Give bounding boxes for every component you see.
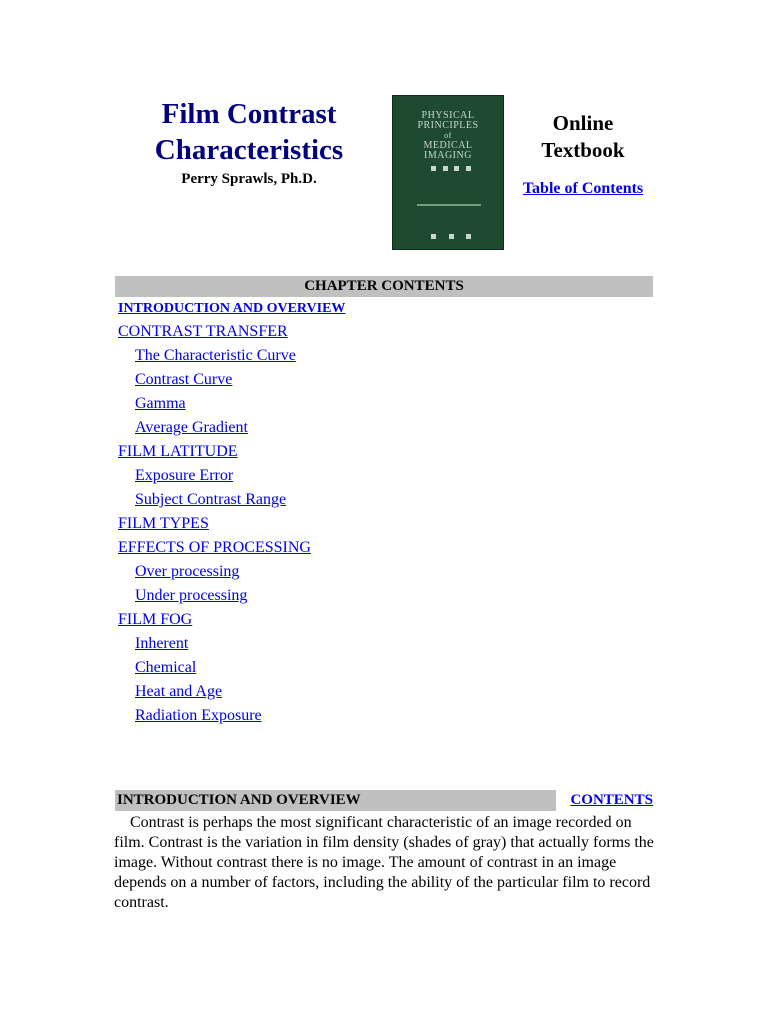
chapter-link[interactable]: FILM TYPES	[118, 515, 209, 532]
chapter-item	[118, 416, 658, 440]
chapter-item	[118, 440, 658, 464]
cover-line: IMAGING	[424, 150, 472, 161]
chapter-link[interactable]: Gamma	[135, 395, 186, 412]
chapter-item	[118, 584, 658, 608]
chapter-link[interactable]: The Characteristic Curve	[135, 347, 296, 364]
chapter-link[interactable]: Average Gradient	[135, 419, 248, 436]
section-title: INTRODUCTION AND OVERVIEW	[115, 790, 556, 811]
chapter-item	[118, 632, 658, 656]
chapter-contents-header: CHAPTER CONTENTS	[115, 276, 653, 297]
chapter-link[interactable]: Over processing	[135, 563, 240, 580]
chapter-link[interactable]: Heat and Age	[135, 683, 223, 700]
chapter-link[interactable]: Radiation Exposure	[135, 707, 262, 724]
chapter-item	[118, 656, 658, 680]
chapter-item	[118, 344, 658, 368]
online-label: Online	[552, 111, 614, 135]
book-cover-image	[392, 95, 504, 250]
chapter-link[interactable]: Under processing	[135, 587, 248, 604]
chapter-item	[118, 464, 658, 488]
book-cover-title	[405, 111, 491, 161]
chapter-link[interactable]: FILM FOG	[118, 611, 193, 628]
chapter-item	[118, 368, 658, 392]
chapter-contents-list	[118, 298, 658, 728]
chapter-link[interactable]: FILM LATITUDE	[118, 443, 238, 460]
intro-paragraph: Contrast is perhaps the most significant characteristic of an image recorded on film. Contrast is the variation in film density (shades of gray) that actually forms the image. Without contrast there is no image. The amount of contrast in an image depends on a number of factors, including the ability of the particular film to record contrast.	[114, 814, 654, 911]
cover-line: PRINCIPLES	[417, 120, 479, 131]
chapter-link[interactable]: EFFECTS OF PROCESSING	[118, 539, 311, 556]
chapter-link[interactable]: Contrast Curve	[135, 371, 233, 388]
cover-decoration-bottom	[431, 234, 471, 239]
chapter-item	[118, 608, 658, 632]
section-header	[115, 790, 653, 811]
author-name: Perry Sprawls, Ph.D.	[181, 171, 317, 187]
chapter-item	[118, 536, 658, 560]
chapter-link[interactable]: CONTRAST TRANSFER	[118, 323, 288, 340]
textbook-label: Textbook	[541, 138, 625, 162]
chapter-item	[118, 320, 658, 344]
cover-line: PHYSICAL	[421, 110, 475, 121]
chapter-item	[118, 680, 658, 704]
cover-decoration-top	[431, 166, 471, 171]
cover-line: MEDICAL	[423, 140, 473, 151]
chapter-link[interactable]: Exposure Error	[135, 467, 234, 484]
chapter-link[interactable]: Chemical	[135, 659, 197, 676]
page-title-line1: Film Contrast	[161, 98, 337, 130]
chapter-link[interactable]: Subject Contrast Range	[135, 491, 287, 508]
chapter-link[interactable]: INTRODUCTION AND OVERVIEW	[118, 301, 346, 316]
title-block	[118, 96, 380, 188]
chapter-item	[118, 488, 658, 512]
cover-line: of	[444, 131, 452, 140]
chapter-item	[118, 560, 658, 584]
chapter-item	[118, 298, 658, 320]
chapter-link[interactable]: Inherent	[135, 635, 189, 652]
cover-decoration-bar	[417, 204, 481, 206]
contents-link[interactable]: CONTENTS	[570, 792, 653, 808]
chapter-item	[118, 392, 658, 416]
table-of-contents-link[interactable]: Table of Contents	[522, 180, 644, 197]
page-title-line2: Characteristics	[154, 134, 344, 166]
online-textbook-block	[508, 110, 658, 198]
chapter-item	[118, 704, 658, 728]
chapter-item	[118, 512, 658, 536]
